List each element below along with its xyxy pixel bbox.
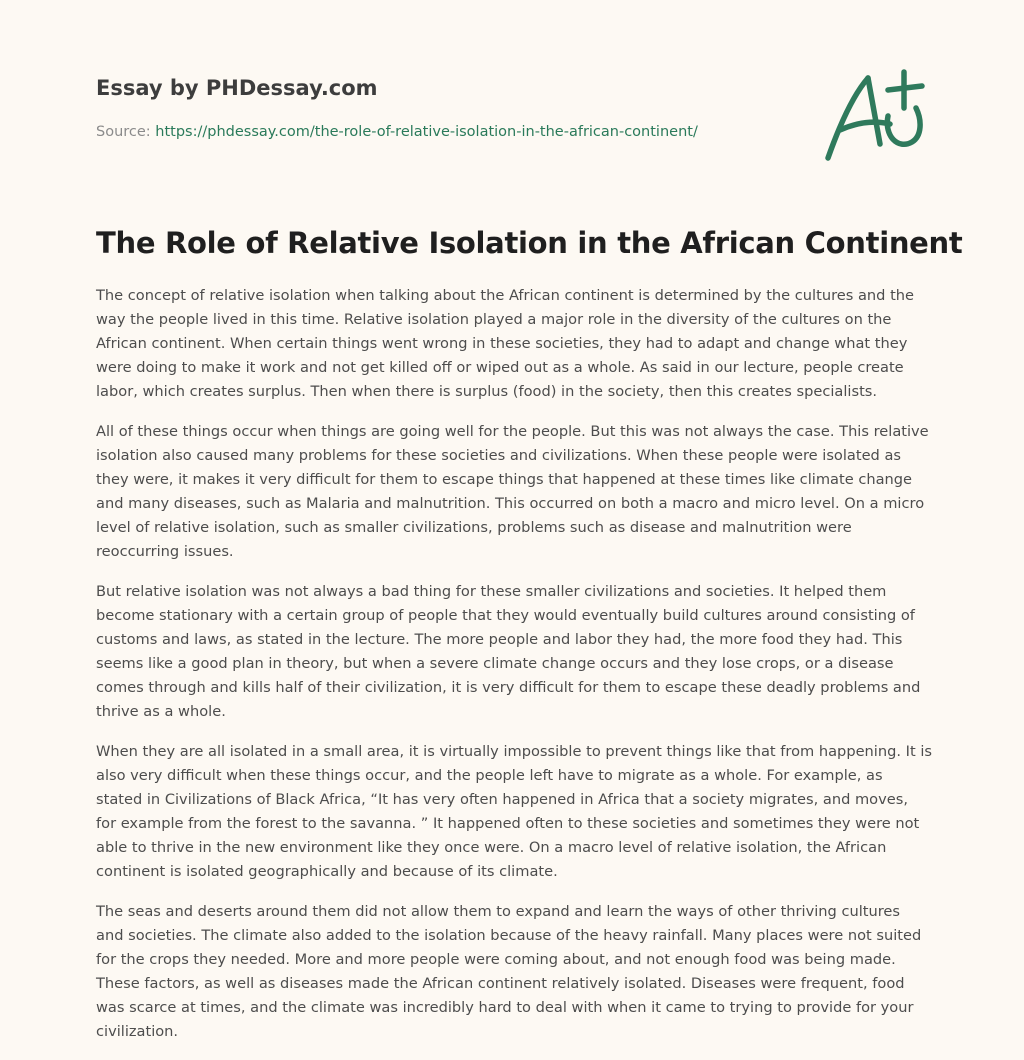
source-line bbox=[96, 124, 698, 140]
essay-paragraph: The seas and deserts around them did not allow them to expand and learn the ways of other thriving cultures and societies. The climate also added to the isolation because of the heavy rainfall. Many places were not suited for the crops they needed. More and more people were coming about, and not enough food was being made. These factors, as well as diseases made the African continent relatively isolated. Diseases were frequent, food was scarce at times, and the climate was incredibly hard to deal with when it came to trying to provide for your civilization. bbox=[96, 903, 922, 1040]
essay-paragraph: When they are all isolated in a small area, it is virtually impossible to prevent things like that from happening. It is also very difficult when these things occur, and the people left have to migrate as a whole. For example, as stated in Civilizations of Black Africa, “It has very often happened in Africa that a society migrates, and moves, for example from the forest to the savanna. ” It happened often to these societies and sometimes they were not able to thrive in the new environment like they once were. On a macro level of relative isolation, the African continent is isolated geographically and because of its climate. bbox=[96, 743, 932, 880]
site-brand: Essay by PHDessay.com bbox=[96, 76, 378, 100]
essay-paragraph: All of these things occur when things are going well for the people. But this was not always the case. This relative isolation also caused many problems for these societies and civilizations. When these people were isolated as they were, it makes it very difficult for them to escape things that happened at these times like climate change and many diseases, such as Malaria and malnutrition. This occurred on both a macro and micro level. On a micro level of relative isolation, such as smaller civilizations, problems such as disease and malnutrition were reoccurring issues. bbox=[96, 423, 929, 560]
source-label: Source: bbox=[96, 124, 156, 140]
essay-paragraph: The concept of relative isolation when talking about the African continent is determined by the cultures and the way the people lived in this time. Relative isolation played a major role in the diversity of the cultures on the African continent. When certain things went wrong in these societies, they had to adapt and change what they were doing to make it work and not get killed off or wiped out as a whole. As said in our lecture, people create labor, which creates surplus. Then when there is surplus (food) in the society, then this creates specialists. bbox=[96, 287, 915, 400]
essay-body bbox=[96, 284, 932, 1060]
a-plus-grade-icon bbox=[818, 64, 930, 168]
essay-title: The Role of Relative Isolation in the African Continent bbox=[96, 226, 963, 260]
source-link[interactable]: https://phdessay.com/the-role-of-relative-isolation-in-the-african-continent/ bbox=[155, 124, 698, 140]
essay-paragraph: But relative isolation was not always a bad thing for these smaller civilizations and societies. It helped them become stationary with a certain group of people that they would eventually build cultures around consisting of customs and laws, as stated in the lecture. The more people and labor they had, the more food they had. This seems like a good plan in theory, but when a severe climate change occurs and they lose crops, or a disease comes through and kills half of their civilization, it is very difficult for them to escape these deadly problems and thrive as a whole. bbox=[96, 583, 921, 720]
